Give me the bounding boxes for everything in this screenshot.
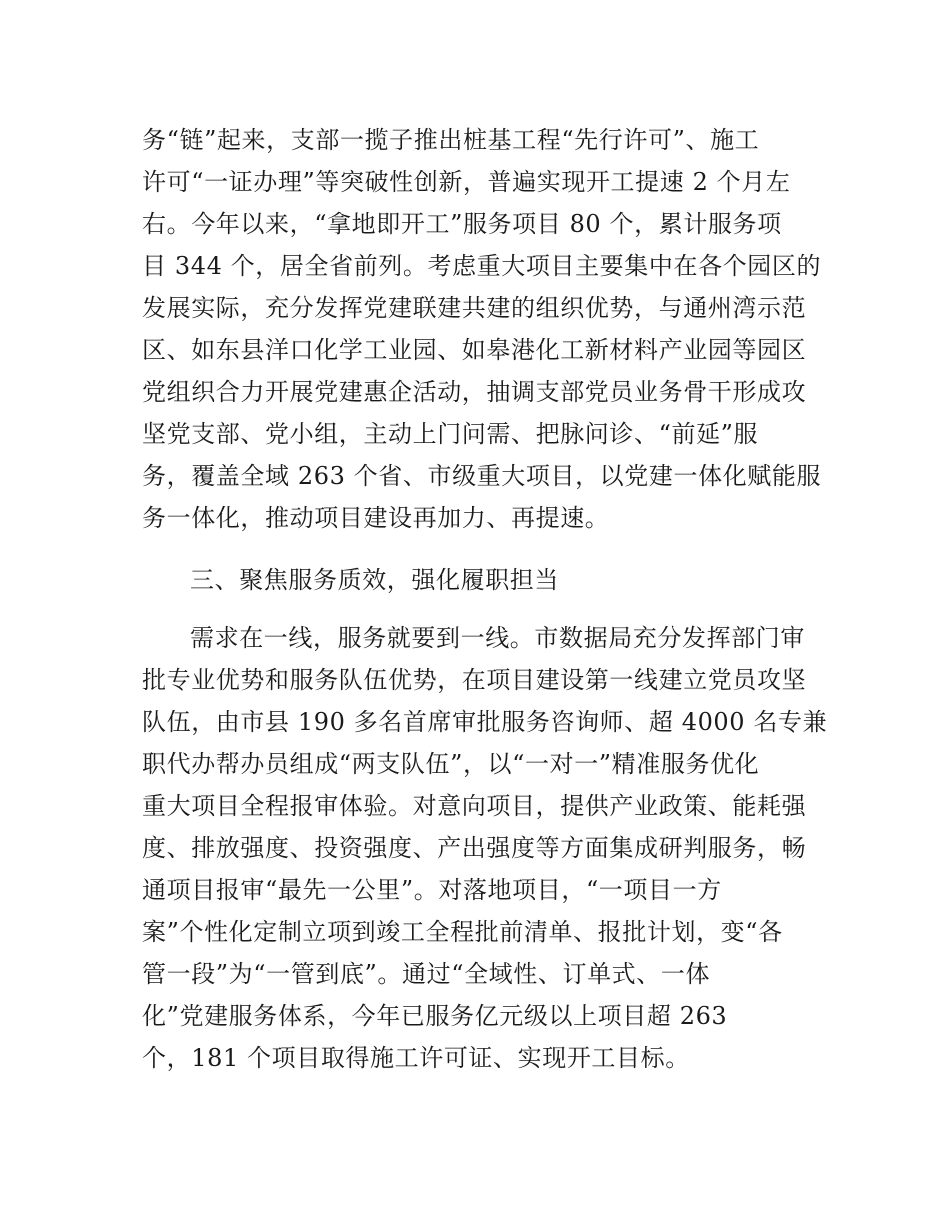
- paragraph-2-line-4: 职代办帮办员组成“两支队伍”，以“一对一”精准服务优化: [142, 750, 760, 778]
- paragraph-1-line-7: 党组织合力开展党建惠企活动，抽调支部党员业务骨干形成攻: [142, 378, 807, 406]
- paragraph-2-line-7: 通项目报审“最先一公里”。对落地项目，“一项目一方: [142, 876, 722, 904]
- paragraph-2-line-9: 管一段”为“一管到底”。通过“全域性、订单式、一体: [142, 960, 711, 988]
- paragraph-1-line-10: 务一体化，推动项目建设再加力、再提速。: [142, 504, 610, 532]
- paragraph-1-line-9: 务，覆盖全域 263 个省、市级重大项目，以党建一体化赋能服: [142, 462, 822, 490]
- paragraph-1-line-8: 坚党支部、党小组，主动上门问需、把脉问诊、“前延”服: [142, 420, 759, 448]
- paragraph-2-line-2: 批专业优势和服务队伍优势，在项目建设第一线建立党员攻坚: [142, 666, 807, 694]
- paragraph-2-line-3: 队伍，由市县 190 多名首席审批服务咨询师、超 4000 名专兼: [142, 708, 828, 736]
- paragraph-2-line-8: 案”个性化定制立项到竣工全程批前清单、报批计划，变“各: [142, 918, 783, 946]
- paragraph-2-line-5: 重大项目全程报审体验。对意向项目，提供产业政策、能耗强: [142, 792, 807, 820]
- paragraph-2-line-6: 度、排放强度、投资强度、产出强度等方面集成研判服务，畅: [142, 834, 807, 862]
- paragraph-2-line-10: 化”党建服务体系，今年已服务亿元级以上项目超 263: [142, 1002, 728, 1030]
- paragraph-1-line-4: 目 344 个，居全省前列。考虑重大项目主要集中在各个园区的: [142, 252, 822, 280]
- paragraph-1-line-3: 右。今年以来，“拿地即开工”服务项目 80 个，累计服务项: [142, 210, 782, 238]
- paragraph-1-line-1: 务“链”起来，支部一揽子推出桩基工程“先行许可”、施工: [142, 126, 760, 154]
- paragraph-1-line-5: 发展实际，充分发挥党建联建共建的组织优势，与通州湾示范: [142, 294, 807, 322]
- paragraph-2-line-1: 需求在一线，服务就要到一线。市数据局充分发挥部门审: [190, 624, 805, 652]
- paragraph-1-line-6: 区、如东县洋口化学工业园、如皋港化工新材料产业园等园区: [142, 336, 807, 364]
- paragraph-2-line-11: 个，181 个项目取得施工许可证、实现开工目标。: [142, 1044, 690, 1072]
- paragraph-1-line-2: 许可“一证办理”等突破性创新，普遍实现开工提速 2 个月左: [142, 168, 791, 196]
- section-heading: 三、聚焦服务质效，强化履职担当: [190, 566, 559, 594]
